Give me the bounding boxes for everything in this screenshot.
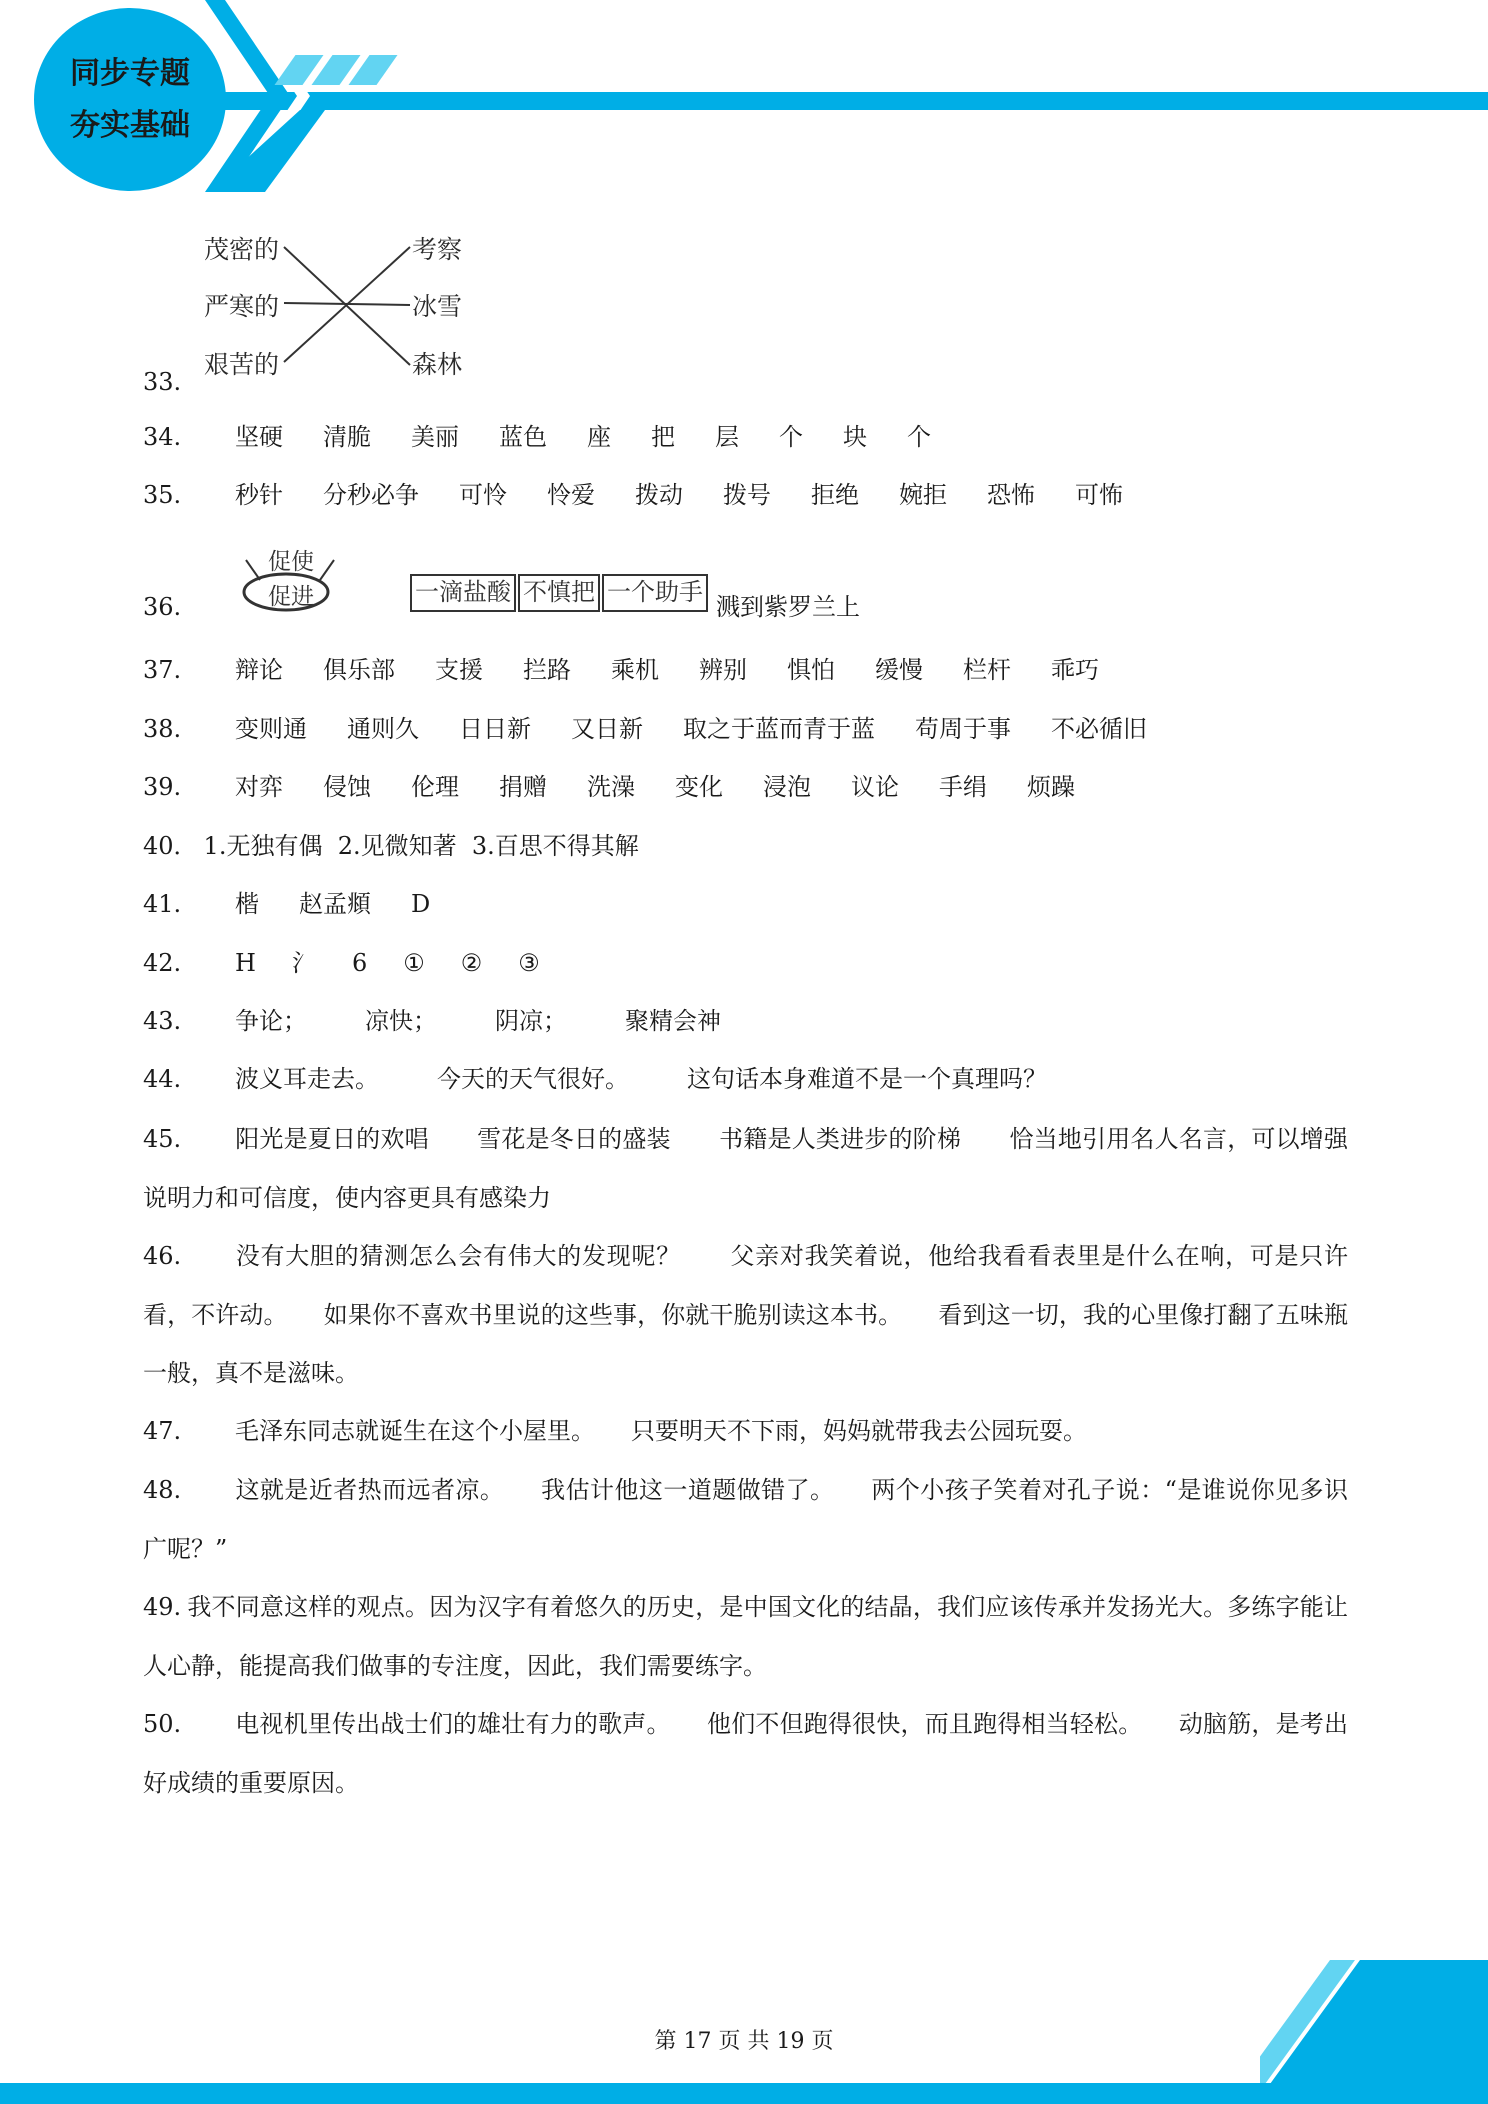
q42-item: 氵 — [291, 949, 316, 977]
q42 — [143, 947, 576, 979]
q46-text: 没有大胆的猜测怎么会有伟大的发现呢？ 父亲对我笑着说，他给我看看表里是什么在响，可是只许看，不许动。 如果你不喜欢书里说的这些事，你就干脆别读这本书。 看到这一切，我的心里像打翻了五味瓶一般，真不是滋味。 — [143, 1242, 1348, 1387]
q40 — [143, 830, 639, 862]
header-bar — [170, 92, 1488, 106]
q34-item: 个 — [907, 423, 931, 451]
page-number: 第 17 页 共 19 页 — [654, 2029, 834, 2054]
q35-item: 拒绝 — [811, 481, 859, 509]
q44-num: 44. — [143, 1065, 182, 1093]
q44 — [143, 1063, 1105, 1095]
q39-item: 议论 — [851, 773, 899, 801]
q41-item: 赵孟頫 — [299, 890, 371, 918]
q50-num: 50. — [143, 1710, 182, 1738]
q49-text: 我不同意这样的观点。因为汉字有着悠久的历史，是中国文化的结晶，我们应该传承并发扬光大。多练字能让人心静，能提高我们做事的专注度，因此，我们需要练字。 — [143, 1593, 1348, 1680]
q35-item: 可怜 — [459, 481, 507, 509]
q38-item: 取之于蓝而青于蓝 — [683, 715, 875, 743]
q35-item: 秒针 — [235, 481, 283, 509]
q34-num: 34. — [143, 423, 182, 451]
q35-item: 可怖 — [1075, 481, 1123, 509]
q35-item: 婉拒 — [899, 481, 947, 509]
q36-box1: 一滴盐酸 — [410, 574, 516, 612]
q45-num: 45. — [143, 1125, 182, 1153]
q47-num: 47. — [143, 1417, 182, 1445]
q42-item: H — [235, 949, 256, 977]
q37-item: 乘机 — [611, 656, 659, 684]
q34-item: 蓝色 — [499, 423, 547, 451]
q39-num: 39. — [143, 773, 182, 801]
q34-item: 个 — [779, 423, 803, 451]
q35-num: 35. — [143, 481, 182, 509]
q42-item: ① — [403, 949, 425, 977]
q36-circle-top: 促使 — [268, 549, 314, 575]
q36-num: 36. — [143, 593, 182, 621]
q36-box2: 不慎把 — [518, 574, 600, 612]
fig33-lines — [200, 225, 480, 385]
q34-item: 座 — [587, 423, 611, 451]
fig33-right-3: 森林 — [412, 350, 463, 379]
header-bar-thin — [185, 106, 1488, 110]
q37-item: 支援 — [435, 656, 483, 684]
q35-item: 分秒必争 — [323, 481, 419, 509]
q39-item: 变化 — [675, 773, 723, 801]
q39-item: 烦躁 — [1027, 773, 1075, 801]
q43-item: 阴凉； — [495, 1007, 567, 1035]
q36-circle-bottom: 促进 — [268, 584, 314, 610]
q44-item: 这句话本身难道不是一个真理吗？ — [687, 1065, 1047, 1093]
q48 — [143, 1461, 1348, 1578]
q47 — [143, 1402, 1348, 1461]
q41 — [143, 888, 466, 920]
q39-item: 捐赠 — [499, 773, 547, 801]
q50-text: 电视机里传出战士们的雄壮有力的歌声。 他们不但跑得很快，而且跑得相当轻松。 动脑筋，是考出好成绩的重要原因。 — [143, 1710, 1348, 1797]
q50 — [143, 1695, 1348, 1812]
q35-item: 恐怖 — [987, 481, 1035, 509]
q42-item: 6 — [351, 949, 368, 977]
q44-item: 今天的天气很好。 — [437, 1065, 629, 1093]
fig33-left-2: 严寒的 — [204, 292, 280, 321]
q35 — [143, 479, 1163, 511]
q37-item: 惧怕 — [787, 656, 835, 684]
q37-item: 辨别 — [699, 656, 747, 684]
q37 — [143, 654, 1139, 686]
q43-num: 43. — [143, 1007, 182, 1035]
q34 — [143, 421, 971, 453]
q43-item: 聚精会神 — [625, 1007, 721, 1035]
header-badge — [34, 8, 226, 191]
q48-num: 48. — [143, 1476, 182, 1504]
fig33-right-1: 考察 — [412, 235, 463, 264]
q41-item: 楷 — [235, 890, 259, 918]
q35-item: 拨动 — [635, 481, 683, 509]
q41-item: D — [411, 890, 431, 918]
q38-num: 38. — [143, 715, 182, 743]
q37-num: 37. — [143, 656, 182, 684]
q42-item: ② — [460, 949, 483, 977]
q45-text: 阳光是夏日的欢唱 雪花是冬日的盛装 书籍是人类进步的阶梯 恰当地引用名人名言，可以增强说明力和可信度，使内容更具有感染力 — [143, 1125, 1348, 1212]
q38-item: 变则通 — [235, 715, 307, 743]
q47-text: 毛泽东同志就诞生在这个小屋里。 只要明天不下雨，妈妈就带我去公园玩耍。 — [235, 1417, 1087, 1445]
q46-num: 46. — [143, 1242, 182, 1270]
q39-item: 浸泡 — [763, 773, 811, 801]
q38-item: 不必循旧 — [1051, 715, 1147, 743]
q38-item: 又日新 — [571, 715, 643, 743]
fig33-right-2: 冰雪 — [412, 292, 463, 321]
badge-line2: 夯实基础 — [70, 107, 190, 143]
q43-item: 争论； — [235, 1007, 307, 1035]
q34-item: 块 — [843, 423, 867, 451]
q38-item: 苟周于事 — [915, 715, 1011, 743]
q37-item: 拦路 — [523, 656, 571, 684]
q35-item: 拨号 — [723, 481, 771, 509]
q44-item: 波义耳走去。 — [235, 1065, 379, 1093]
q40-num: 40． — [143, 832, 198, 860]
q39 — [143, 771, 1115, 803]
q37-item: 乖巧 — [1051, 656, 1099, 684]
q34-item: 层 — [715, 423, 739, 451]
q34-item: 坚硬 — [235, 423, 283, 451]
q43 — [143, 1005, 779, 1037]
q41-num: 41. — [143, 890, 182, 918]
q38 — [143, 713, 1187, 745]
q49 — [143, 1578, 1348, 1695]
q49-num: 49. — [143, 1593, 182, 1621]
q42-item: ③ — [518, 949, 540, 977]
q37-item: 辩论 — [235, 656, 283, 684]
q34-item: 清脆 — [323, 423, 371, 451]
q37-item: 缓慢 — [875, 656, 923, 684]
q39-item: 伦理 — [411, 773, 459, 801]
q36-tail: 溅到紫罗兰上 — [716, 593, 860, 621]
q40-text: 1.无独有偶 2.见微知著 3.百思不得其解 — [203, 832, 639, 860]
q45 — [143, 1110, 1348, 1227]
q39-item: 对弈 — [235, 773, 283, 801]
q43-item: 凉快； — [365, 1007, 437, 1035]
q37-item: 俱乐部 — [323, 656, 395, 684]
fig33-left-3: 艰苦的 — [204, 350, 280, 379]
q36-box3: 一个助手 — [602, 574, 708, 612]
q38-item: 日日新 — [459, 715, 531, 743]
q39-item: 手绢 — [939, 773, 987, 801]
q46 — [143, 1227, 1348, 1403]
q35-item: 怜爱 — [547, 481, 595, 509]
q39-item: 侵蚀 — [323, 773, 371, 801]
q48-text: 这就是近者热而远者凉。 我估计他这一道题做错了。 两个小孩子笑着对孔子说：“是谁说你见多识广呢？” — [143, 1476, 1348, 1563]
q36 — [143, 591, 235, 623]
q38-item: 通则久 — [347, 715, 419, 743]
fig33-left-1: 茂密的 — [204, 235, 280, 264]
fig33 — [200, 225, 480, 385]
footer-corner-decoration — [1260, 1960, 1488, 2084]
q42-num: 42. — [143, 949, 182, 977]
badge-line1: 同步专题 — [70, 55, 190, 91]
q34-item: 美丽 — [411, 423, 459, 451]
q33 — [143, 366, 235, 398]
q34-item: 把 — [651, 423, 675, 451]
q39-item: 洗澡 — [587, 773, 635, 801]
q37-item: 栏杆 — [963, 656, 1011, 684]
q33-num: 33. — [143, 368, 182, 396]
footer-bar — [0, 2083, 1488, 2104]
